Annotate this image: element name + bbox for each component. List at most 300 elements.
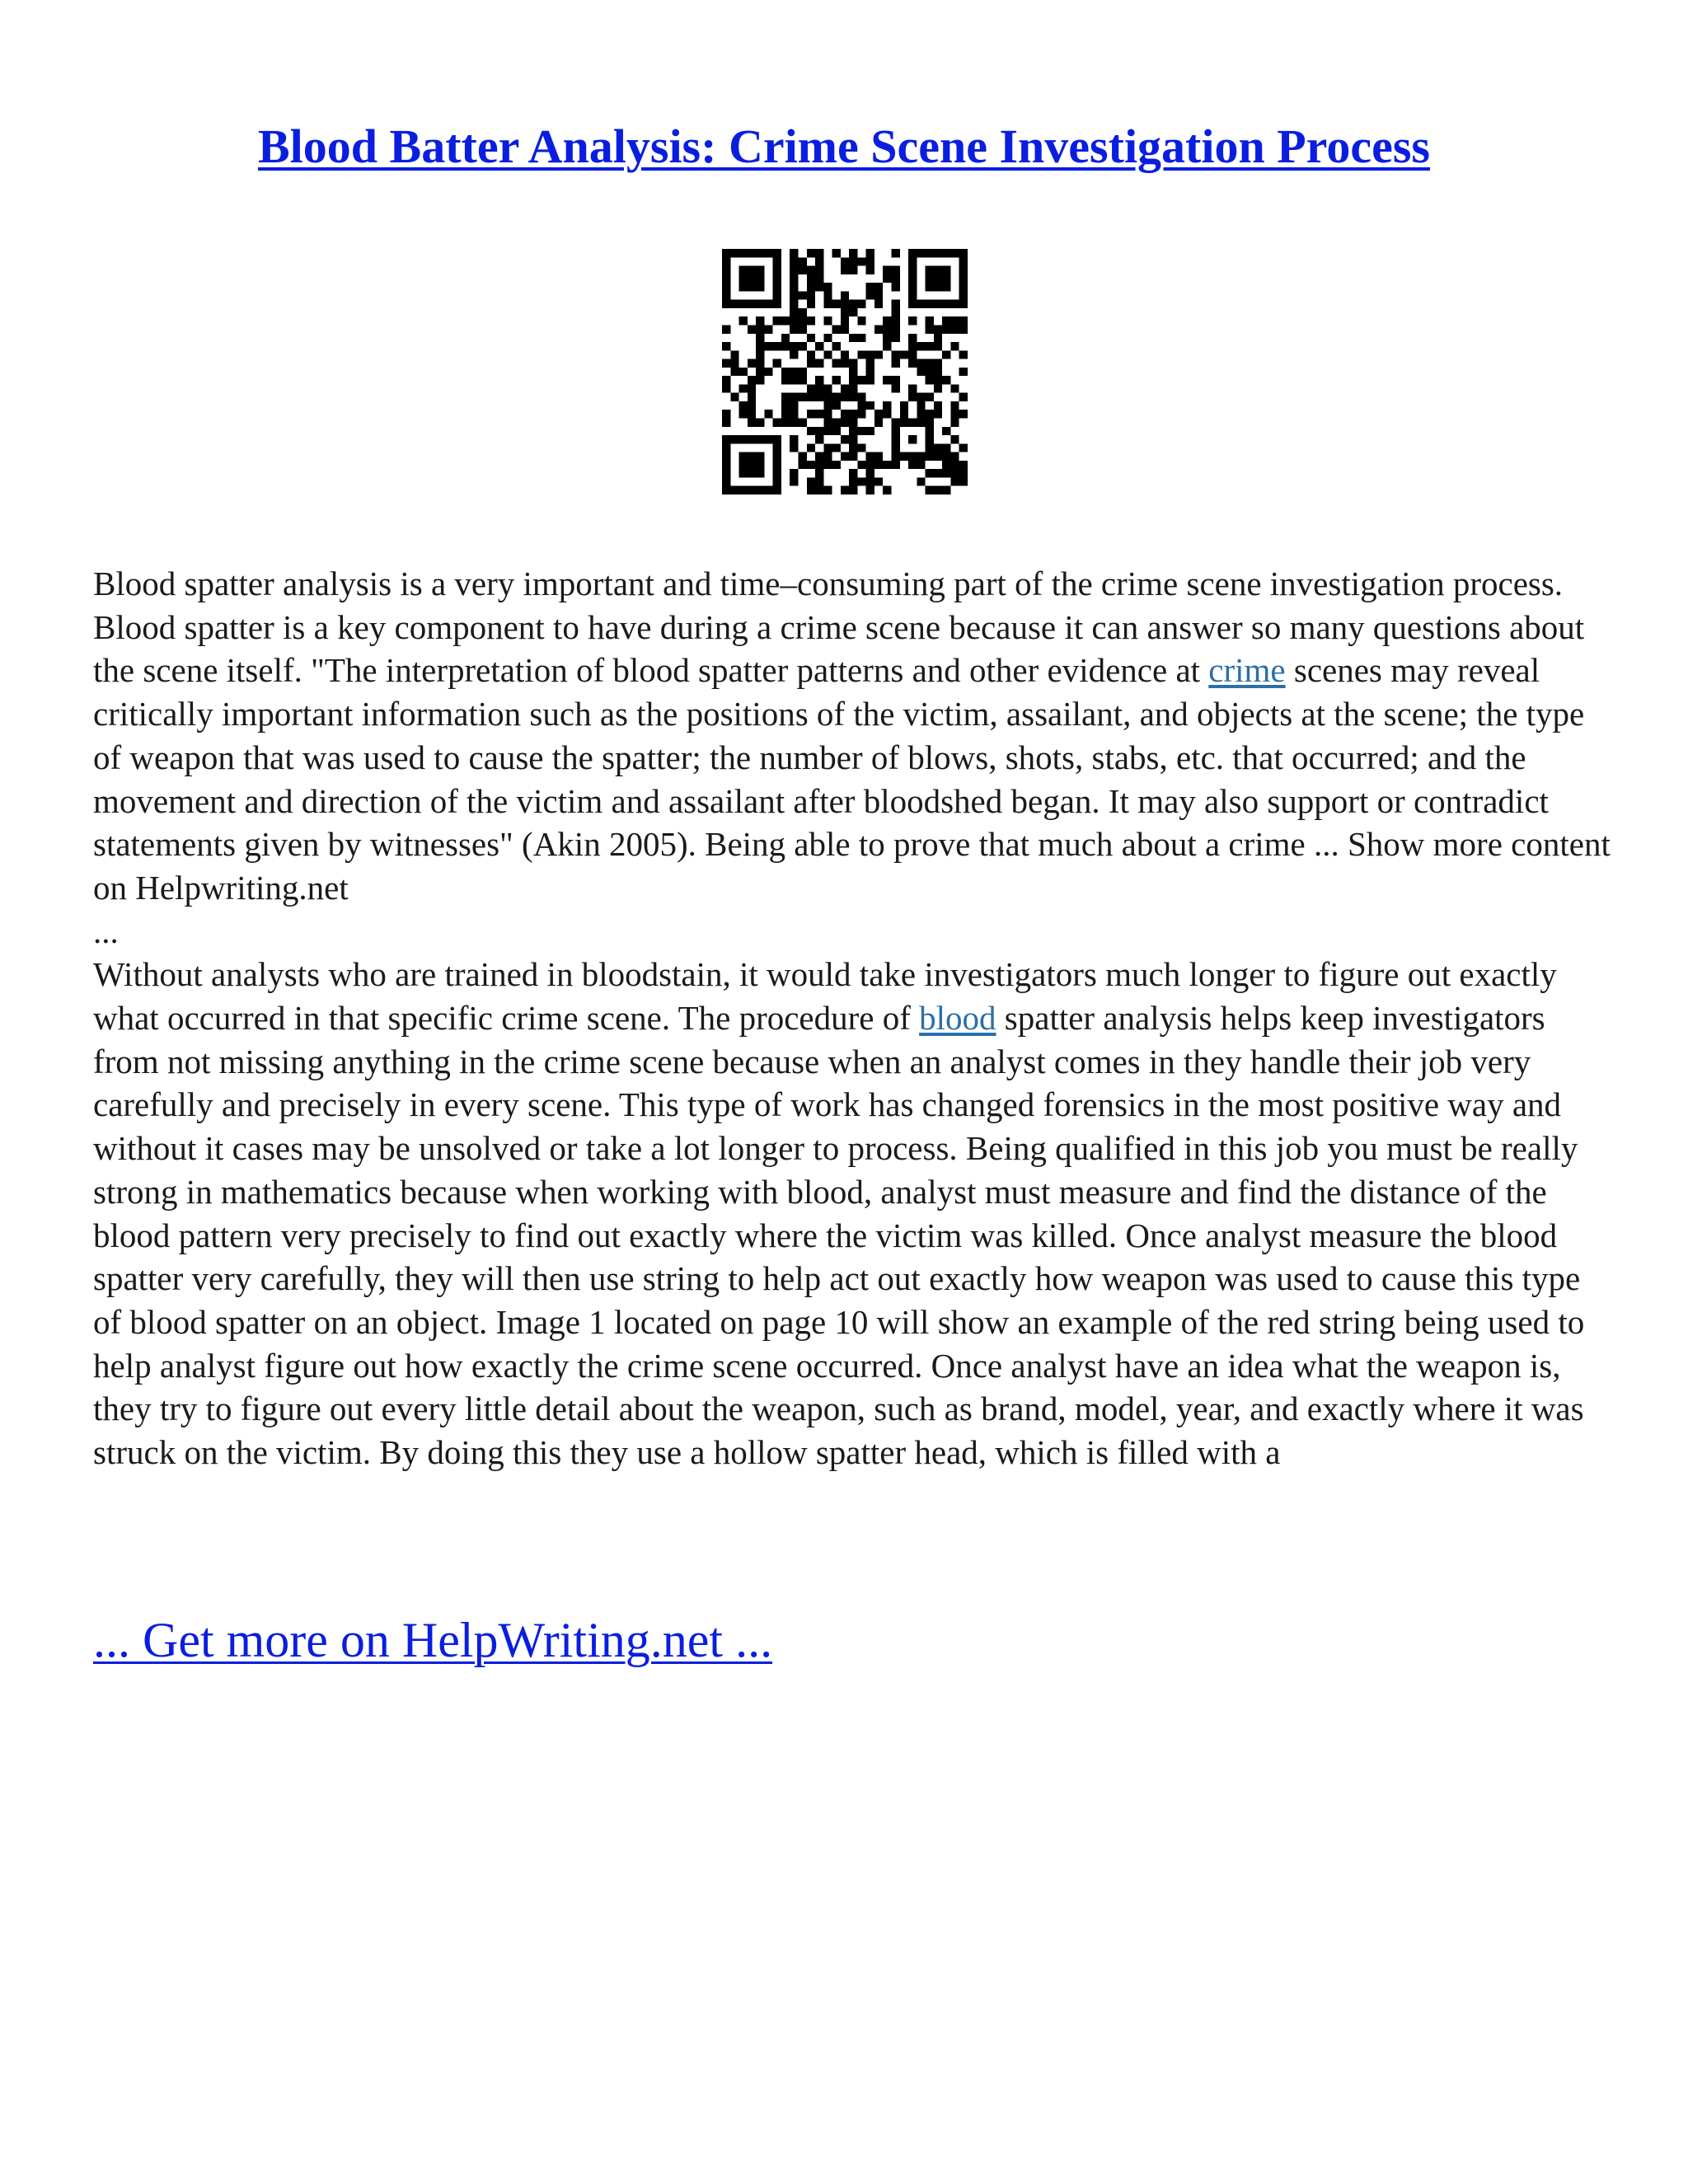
qr-module <box>823 300 832 308</box>
qr-module <box>926 427 934 435</box>
qr-module <box>857 410 865 418</box>
qr-module <box>773 316 781 325</box>
qr-module <box>908 266 917 274</box>
qr-module <box>942 376 950 384</box>
qr-module <box>934 376 942 384</box>
qr-module <box>841 316 849 325</box>
qr-module <box>908 342 917 350</box>
qr-module <box>849 435 857 443</box>
qr-module <box>959 325 968 333</box>
qr-module <box>926 410 934 418</box>
qr-module <box>807 266 815 274</box>
qr-module <box>798 376 806 384</box>
qr-module <box>739 266 748 274</box>
qr-module <box>722 249 730 257</box>
qr-module <box>841 350 849 359</box>
qr-module <box>857 461 865 469</box>
qr-module <box>815 486 823 494</box>
page-title <box>0 114 1688 180</box>
qr-module <box>748 410 756 418</box>
qr-module <box>756 419 764 427</box>
qr-module <box>934 452 942 461</box>
qr-module <box>823 443 832 452</box>
qr-module <box>807 300 815 308</box>
qr-module <box>883 274 891 283</box>
qr-module <box>807 274 815 283</box>
qr-module <box>739 283 748 291</box>
qr-module <box>849 486 857 494</box>
qr-module <box>815 274 823 283</box>
qr-module <box>815 266 823 274</box>
qr-module <box>866 469 874 477</box>
blood-link[interactable]: blood <box>919 999 996 1038</box>
qr-module <box>790 350 798 359</box>
qr-module <box>798 393 806 401</box>
qr-module <box>849 334 857 342</box>
qr-module <box>722 325 730 333</box>
qr-module <box>849 249 857 257</box>
qr-module <box>908 274 917 283</box>
qr-module <box>739 384 748 392</box>
qr-module <box>781 410 790 418</box>
qr-module <box>900 401 908 410</box>
qr-module <box>823 452 832 461</box>
qr-module <box>823 350 832 359</box>
qr-module <box>790 443 798 452</box>
qr-module <box>942 266 950 274</box>
qr-module <box>832 300 841 308</box>
qr-module <box>959 291 968 299</box>
qr-module <box>773 266 781 274</box>
qr-module <box>781 334 790 342</box>
qr-module <box>883 486 891 494</box>
qr-module <box>841 359 849 368</box>
qr-module <box>832 249 841 257</box>
qr-module <box>815 469 823 477</box>
qr-module <box>773 486 781 494</box>
qr-module <box>908 419 917 427</box>
qr-module <box>756 368 764 376</box>
qr-module <box>917 452 925 461</box>
qr-module <box>950 401 959 410</box>
qr-module <box>900 350 908 359</box>
qr-module <box>781 316 790 325</box>
qr-module <box>773 257 781 265</box>
qr-module <box>832 443 841 452</box>
qr-module <box>823 461 832 469</box>
crime-link[interactable]: crime <box>1208 651 1286 690</box>
qr-module <box>892 435 900 443</box>
qr-module <box>892 283 900 291</box>
qr-module <box>849 452 857 461</box>
qr-module <box>908 283 917 291</box>
qr-module <box>823 393 832 401</box>
qr-module <box>857 257 865 265</box>
qr-module <box>857 300 865 308</box>
qr-module <box>823 410 832 418</box>
qr-module <box>815 393 823 401</box>
qr-module <box>874 325 883 333</box>
qr-module <box>807 291 815 299</box>
qr-module <box>950 469 959 477</box>
qr-module <box>722 257 730 265</box>
qr-module <box>807 359 815 368</box>
qr-module <box>908 435 917 443</box>
qr-module <box>798 257 806 265</box>
qr-module <box>934 266 942 274</box>
qr-module <box>950 384 959 392</box>
qr-module <box>874 410 883 418</box>
qr-module <box>900 419 908 427</box>
qr-module <box>790 419 798 427</box>
qr-module <box>934 368 942 376</box>
qr-module <box>798 308 806 316</box>
paragraph-1-text-end: scenes may reveal critically important information such as the positions of the victim, assailant, and objects at the scene; the type of weapon that was used to cause the spatter; the number of blows, shots, stabs, etc. that occurred; and the movement and direction of the victim and assailant after bloodshed began. It may also support or contradict statements given by witnesses" (Akin 2005). Being able to prove that much about a crime ... Show more content on Helpwriting.net <box>93 651 1611 907</box>
qr-module <box>934 249 942 257</box>
qr-module <box>739 274 748 283</box>
qr-module <box>756 376 764 384</box>
paragraph-2 <box>93 953 1614 1474</box>
qr-module <box>798 461 806 469</box>
qr-module <box>815 452 823 461</box>
qr-module <box>959 283 968 291</box>
qr-module <box>807 334 815 342</box>
qr-module <box>874 452 883 461</box>
qr-module <box>756 452 764 461</box>
qr-module <box>748 435 756 443</box>
qr-module <box>730 249 738 257</box>
qr-module <box>832 342 841 350</box>
qr-module <box>857 334 865 342</box>
qr-module <box>790 308 798 316</box>
qr-module <box>934 334 942 342</box>
get-more-link[interactable]: ... Get more on HelpWriting.net ... <box>93 1613 773 1667</box>
qr-module <box>959 477 968 485</box>
qr-module <box>926 283 934 291</box>
qr-module <box>926 342 934 350</box>
qr-module <box>841 486 849 494</box>
qr-module <box>874 419 883 427</box>
qr-module <box>883 325 891 333</box>
qr-module <box>841 384 849 392</box>
qr-module <box>866 283 874 291</box>
qr-module <box>849 300 857 308</box>
qr-module <box>866 368 874 376</box>
qr-module <box>739 300 748 308</box>
qr-module <box>807 461 815 469</box>
qr-module <box>866 249 874 257</box>
qr-module <box>832 359 841 368</box>
qr-module <box>934 410 942 418</box>
qr-module <box>790 274 798 283</box>
title-link[interactable]: Blood Batter Analysis: Crime Scene Investigation Process <box>258 120 1430 173</box>
qr-module <box>908 393 917 401</box>
qr-module <box>934 325 942 333</box>
qr-module <box>790 300 798 308</box>
qr-module <box>730 350 738 359</box>
qr-module <box>739 368 748 376</box>
qr-module <box>781 401 790 410</box>
qr-module <box>857 477 865 485</box>
qr-module <box>874 350 883 359</box>
qr-module <box>832 325 841 333</box>
qr-module <box>815 427 823 435</box>
qr-module <box>815 359 823 368</box>
qr-module <box>917 300 925 308</box>
qr-module <box>773 435 781 443</box>
qr-module <box>722 291 730 299</box>
qr-module <box>892 384 900 392</box>
qr-module <box>756 316 764 325</box>
qr-module <box>841 325 849 333</box>
qr-module <box>815 257 823 265</box>
qr-module <box>756 350 764 359</box>
qr-module <box>807 283 815 291</box>
qr-module <box>841 257 849 265</box>
qr-module <box>950 316 959 325</box>
paragraph-1 <box>93 562 1614 910</box>
qr-module <box>959 469 968 477</box>
qr-module <box>815 410 823 418</box>
qr-module <box>798 325 806 333</box>
qr-module <box>790 257 798 265</box>
ellipsis-line: ... <box>93 912 119 950</box>
qr-module <box>815 435 823 443</box>
qr-module <box>959 350 968 359</box>
qr-module <box>934 300 942 308</box>
qr-module <box>883 266 891 274</box>
qr-module <box>857 401 865 410</box>
qr-module <box>934 469 942 477</box>
qr-module <box>926 274 934 283</box>
qr-module <box>841 435 849 443</box>
qr-module <box>866 477 874 485</box>
qr-module <box>959 393 968 401</box>
qr-module <box>857 443 865 452</box>
qr-module <box>934 359 942 368</box>
qr-module <box>773 342 781 350</box>
qr-module <box>908 257 917 265</box>
qr-module <box>849 443 857 452</box>
qr-module <box>908 300 917 308</box>
qr-module <box>950 435 959 443</box>
qr-module <box>849 257 857 265</box>
qr-module <box>857 376 865 384</box>
qr-module <box>739 486 748 494</box>
qr-module <box>764 368 772 376</box>
qr-module <box>926 266 934 274</box>
qr-module <box>748 266 756 274</box>
qr-module <box>849 308 857 316</box>
qr-module <box>807 443 815 452</box>
qr-module <box>942 316 950 325</box>
qr-module <box>959 368 968 376</box>
qr-module <box>823 384 832 392</box>
qr-module <box>748 486 756 494</box>
qr-module <box>900 452 908 461</box>
qr-module <box>892 274 900 283</box>
qr-module <box>908 291 917 299</box>
qr-module <box>917 342 925 350</box>
qr-module <box>764 486 772 494</box>
qr-module <box>748 469 756 477</box>
qr-module <box>926 249 934 257</box>
qr-module <box>926 435 934 443</box>
qr-module <box>807 393 815 401</box>
qr-module <box>790 435 798 443</box>
qr-module <box>807 427 815 435</box>
qr-module <box>807 350 815 359</box>
qr-code-icon <box>722 249 968 494</box>
qr-module <box>892 334 900 342</box>
qr-module <box>917 393 925 401</box>
qr-module <box>730 486 738 494</box>
qr-module <box>892 325 900 333</box>
qr-module <box>790 249 798 257</box>
qr-module <box>798 266 806 274</box>
qr-module <box>815 384 823 392</box>
qr-module <box>739 435 748 443</box>
qr-module <box>908 452 917 461</box>
qr-module <box>959 257 968 265</box>
qr-module <box>756 486 764 494</box>
qr-module <box>739 469 748 477</box>
qr-module <box>790 368 798 376</box>
qr-module <box>722 266 730 274</box>
qr-module <box>866 359 874 368</box>
qr-module <box>823 401 832 410</box>
qr-module <box>866 486 874 494</box>
qr-module <box>790 283 798 291</box>
qr-module <box>908 384 917 392</box>
get-more-container <box>93 1607 772 1673</box>
qr-module <box>790 401 798 410</box>
qr-module <box>950 342 959 350</box>
qr-module <box>748 325 756 333</box>
qr-module <box>942 443 950 452</box>
qr-module <box>883 334 891 342</box>
qr-module <box>790 469 798 477</box>
qr-module <box>739 461 748 469</box>
qr-module <box>874 283 883 291</box>
qr-module <box>739 316 748 325</box>
qr-module <box>739 410 748 418</box>
qr-module <box>815 249 823 257</box>
qr-module <box>926 469 934 477</box>
qr-module <box>950 300 959 308</box>
qr-module <box>756 283 764 291</box>
qr-module <box>807 384 815 392</box>
qr-code-graphic <box>722 249 968 494</box>
qr-module <box>730 300 738 308</box>
qr-module <box>748 393 756 401</box>
qr-module <box>823 334 832 342</box>
qr-module <box>883 401 891 410</box>
qr-module <box>892 452 900 461</box>
qr-module <box>849 384 857 392</box>
qr-module <box>849 266 857 274</box>
qr-module <box>934 283 942 291</box>
qr-module <box>722 486 730 494</box>
qr-module <box>739 452 748 461</box>
qr-module <box>874 461 883 469</box>
qr-module <box>722 283 730 291</box>
qr-module <box>849 469 857 477</box>
qr-module <box>773 291 781 299</box>
qr-module <box>773 477 781 485</box>
qr-module <box>807 316 815 325</box>
qr-module <box>874 291 883 299</box>
qr-module <box>832 427 841 435</box>
qr-module <box>798 342 806 350</box>
qr-module <box>892 308 900 316</box>
qr-module <box>892 359 900 368</box>
qr-module <box>857 350 865 359</box>
qr-module <box>866 376 874 384</box>
qr-module <box>730 393 738 401</box>
qr-module <box>807 486 815 494</box>
qr-module <box>722 376 730 384</box>
qr-module <box>892 350 900 359</box>
qr-module <box>892 461 900 469</box>
qr-module <box>815 283 823 291</box>
qr-module <box>849 376 857 384</box>
qr-module <box>942 486 950 494</box>
qr-module <box>773 283 781 291</box>
qr-module <box>790 477 798 485</box>
qr-module <box>764 342 772 350</box>
qr-module <box>756 435 764 443</box>
qr-module <box>841 266 849 274</box>
qr-module <box>934 486 942 494</box>
qr-module <box>892 427 900 435</box>
qr-module <box>849 477 857 485</box>
qr-module <box>934 342 942 350</box>
qr-module <box>815 477 823 485</box>
qr-module <box>832 401 841 410</box>
qr-module <box>942 325 950 333</box>
qr-module <box>756 266 764 274</box>
qr-module <box>959 461 968 469</box>
qr-module <box>773 249 781 257</box>
qr-module <box>798 419 806 427</box>
qr-module <box>781 419 790 427</box>
qr-module <box>908 359 917 368</box>
qr-module <box>892 316 900 325</box>
qr-module <box>942 249 950 257</box>
qr-module <box>926 486 934 494</box>
qr-module <box>730 435 738 443</box>
qr-module <box>756 334 764 342</box>
qr-module <box>756 359 764 368</box>
qr-module <box>807 477 815 485</box>
qr-module <box>892 443 900 452</box>
qr-module <box>764 410 772 418</box>
qr-module <box>959 266 968 274</box>
qr-module <box>849 427 857 435</box>
qr-module <box>866 257 874 265</box>
qr-module <box>917 419 925 427</box>
qr-module <box>892 300 900 308</box>
qr-module <box>950 461 959 469</box>
qr-module <box>748 461 756 469</box>
qr-module <box>823 283 832 291</box>
qr-module <box>883 376 891 384</box>
qr-module <box>883 461 891 469</box>
qr-module <box>959 410 968 418</box>
qr-module <box>917 249 925 257</box>
qr-module <box>950 452 959 461</box>
